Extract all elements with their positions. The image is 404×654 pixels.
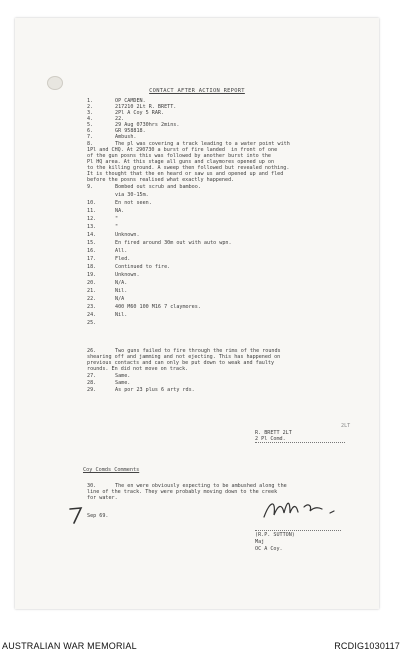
item-number: 19.	[87, 272, 97, 278]
item-text: As por 23 plus 6 arty rds.	[115, 387, 195, 393]
archive-footer-left: AUSTRALIAN WAR MEMORIAL	[2, 641, 137, 651]
signatory-unit: 2 Pl Comd.	[255, 436, 286, 442]
handwritten-signature	[260, 495, 350, 523]
item-number: 29.	[87, 387, 97, 393]
item-text: 22.	[115, 116, 125, 122]
paragraph-26-line: previous contacts and can only be put down to weak and faulty	[87, 360, 275, 366]
item-text: "	[115, 224, 119, 230]
item-number: 30.	[87, 483, 97, 489]
item-text: Nil.	[115, 312, 128, 318]
item-number: 17.	[87, 256, 97, 262]
signatory-rank: Maj	[255, 539, 265, 545]
paragraph-8-line: It is thought that the en heard or saw us and opened up and fled	[87, 171, 284, 177]
item-text: NA.	[115, 208, 125, 214]
report-title: CONTACT AFTER ACTION REPORT	[149, 88, 245, 94]
item-number: 11.	[87, 208, 97, 214]
item-number: 10.	[87, 200, 97, 206]
item-number: 18.	[87, 264, 97, 270]
item-text: All.	[115, 248, 128, 254]
item-number: 15.	[87, 240, 97, 246]
item-number: 4.	[87, 116, 94, 122]
item-text: via 30-15m.	[115, 192, 149, 198]
item-number: 2.	[87, 104, 94, 110]
item-number: 24.	[87, 312, 97, 318]
paragraph-8-line: to the killing ground. A sweep then followed but revealed nothing.	[87, 165, 290, 171]
item-text: En fired around 30m out with auto wpn.	[115, 240, 232, 246]
item-number: 27.	[87, 373, 97, 379]
item-text: OP CAMDEN.	[115, 98, 146, 104]
paragraph-30-line: The en were obviously expecting to be ambushed along the	[115, 483, 287, 489]
item-text: Same.	[115, 373, 131, 379]
item-text: Same.	[115, 380, 131, 386]
item-text: Unknown.	[115, 232, 140, 238]
item-number: 13.	[87, 224, 97, 230]
signatory-name: (R.P. SUTTON)	[255, 532, 295, 538]
signatory-unit: OC A Coy.	[255, 546, 283, 552]
item-text: N/A	[115, 296, 125, 302]
report-date: Sep 69.	[87, 513, 109, 519]
paragraph-8-line: 1Pl and CHQ. At 290730 a burst of fire landed in front of one	[87, 147, 278, 153]
item-text: 400 M60 100 M16 7 claymores.	[115, 304, 201, 310]
archive-footer-right: RCDIG1030117	[334, 641, 400, 651]
item-number: 8.	[87, 141, 94, 147]
paragraph-30-line: for water.	[87, 495, 118, 501]
item-number: 6.	[87, 128, 94, 134]
item-text: N/A.	[115, 280, 128, 286]
item-number: 28.	[87, 380, 97, 386]
item-text: 217210 2Lt R. BRETT.	[115, 104, 177, 110]
item-number: 14.	[87, 232, 97, 238]
item-text: Ambush.	[115, 134, 137, 140]
item-number: 7.	[87, 134, 94, 140]
paragraph-8-line: The pl was covering a track leading to a water point with	[115, 141, 290, 147]
item-text: Nil.	[115, 288, 128, 294]
item-number: 1.	[87, 98, 94, 104]
paragraph-8-line: of the gun posns this was followed by another burst into the	[87, 153, 272, 159]
signature-line	[255, 530, 341, 531]
item-text: 2Pl A Coy 5 RAR.	[115, 110, 165, 116]
item-text: Bombed out scrub and bamboo.	[115, 184, 201, 190]
item-text: Continued to fire.	[115, 264, 171, 270]
item-number: 23.	[87, 304, 97, 310]
item-number: 25.	[87, 320, 97, 326]
paragraph-26-line: Two guns failed to fire through the rims of the rounds	[115, 348, 281, 354]
item-number: 21.	[87, 288, 97, 294]
item-number: 5.	[87, 122, 94, 128]
paragraph-8-line: before the posns realised what exactly happened.	[87, 177, 235, 183]
document-page	[15, 18, 379, 609]
item-number: 20.	[87, 280, 97, 286]
signature-mark: 2LT	[341, 423, 351, 429]
item-number: 3.	[87, 110, 94, 116]
paragraph-8-line: Pl HQ area. At this stage all guns and claymores opened up on	[87, 159, 275, 165]
item-number: 22.	[87, 296, 97, 302]
item-text: GR 958818.	[115, 128, 146, 134]
comments-heading: Coy Comds Comments	[83, 467, 140, 473]
item-text: Unknown.	[115, 272, 140, 278]
item-number: 12.	[87, 216, 97, 222]
item-text: En not seen.	[115, 200, 152, 206]
item-number: 26.	[87, 348, 97, 354]
item-number: 16.	[87, 248, 97, 254]
item-text: "	[115, 216, 119, 222]
paragraph-30-line: line of the track. They were probably moving down to the creek	[87, 489, 278, 495]
paragraph-26-line: rounds. En did not move on track.	[87, 366, 189, 372]
item-number: 9.	[87, 184, 94, 190]
item-text: 29 Aug 0730hrs 2mins.	[115, 122, 180, 128]
handwritten-day	[67, 505, 87, 525]
paragraph-26-line: shearing off and jamming and not ejecting. This has happened on	[87, 354, 281, 360]
signatory-name: R. BRETT 2LT	[255, 430, 292, 436]
item-text: Fled.	[115, 256, 131, 262]
